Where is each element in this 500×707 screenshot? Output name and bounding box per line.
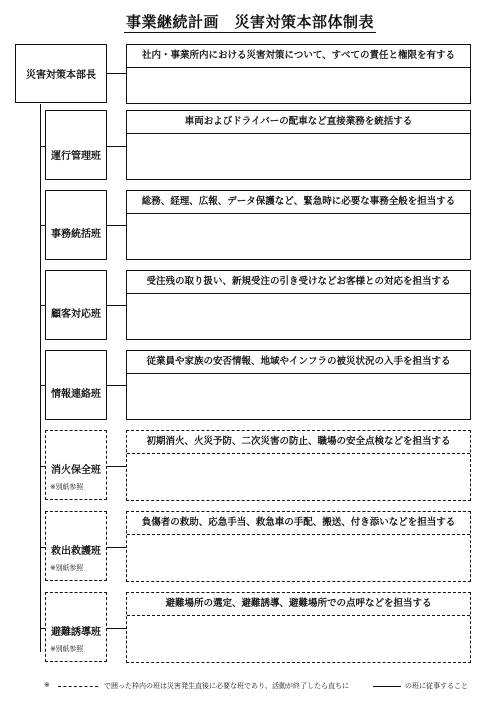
team-box	[45, 350, 107, 420]
team-duty-box-dashed	[126, 430, 471, 501]
team-duty-text: 総務、経理、広報、データ保護など、緊急時に必要な事務全般を担当する	[127, 191, 470, 214]
team-box-dashed	[45, 430, 107, 500]
team-connector	[107, 305, 126, 306]
team-connector	[107, 547, 126, 548]
page-title: 事業継続計画 災害対策本部体制表	[125, 13, 374, 31]
team-duty-text: 初期消火、火災予防、二次災害の防止、職場の安全点検などを担当する	[127, 431, 470, 454]
head-connector	[107, 73, 126, 74]
head-name: 災害対策本部長	[26, 70, 96, 81]
team-note: ※別紙参照	[50, 645, 83, 653]
team-duty-box	[126, 350, 471, 420]
team-duty-text: 負傷者の救助、応急手当、救急車の手配、搬送、付き添いなどを担当する	[127, 512, 470, 535]
team-note: ※別紙参照	[50, 564, 83, 572]
team-name: 避難誘導班	[51, 627, 101, 638]
team-duty-box	[126, 110, 471, 180]
team-connector	[107, 146, 126, 147]
team-name: 救出救護班	[51, 546, 101, 557]
head-duty-text: 社内・事業所内における災害対策について、すべての責任と権限を有する	[127, 45, 470, 68]
team-name: 顧客対応班	[51, 309, 101, 320]
team-connector	[107, 628, 126, 629]
team-name: 運行管理班	[51, 151, 101, 162]
team-duty-text: 避難場所の選定、避難誘導、避難場所での点呼などを担当する	[127, 593, 470, 616]
team-box-dashed	[45, 511, 107, 581]
head-box	[15, 44, 107, 103]
team-name: 情報連絡班	[51, 389, 101, 400]
team-connector	[107, 225, 126, 226]
team-duty-text: 受注残の取り扱い、新規受注の引き受けなどお客様との対応を担当する	[127, 271, 470, 294]
team-duty-box	[126, 270, 471, 340]
team-duty-text: 従業員や家族の安否情報、地域やインフラの被災状況の入手を担当する	[127, 351, 470, 374]
team-name: 消火保全班	[51, 465, 101, 476]
footer-mark: ※	[44, 681, 50, 689]
team-duty-box	[126, 190, 471, 260]
team-box-dashed	[45, 592, 107, 662]
team-name: 事務統括班	[51, 229, 101, 240]
team-box	[45, 110, 107, 180]
footer-note	[0, 681, 500, 693]
team-duty-text: 車両およびドライバーの配車など直接業務を統括する	[127, 111, 470, 134]
team-duty-box-dashed	[126, 511, 471, 582]
footer-text-2: の班に従事すること	[405, 682, 468, 690]
solid-line-legend	[373, 686, 401, 687]
team-duty-box-dashed	[126, 592, 471, 663]
dashed-line-legend	[58, 686, 98, 687]
footer-text-1: で囲った枠内の班は災害発生直後に必要な班であり、活動が終了したら直ちに	[104, 682, 349, 690]
team-connector	[107, 385, 126, 386]
team-box	[45, 270, 107, 340]
team-note: ※別紙参照	[50, 483, 83, 491]
team-box	[45, 190, 107, 260]
head-duty-box	[126, 44, 471, 104]
team-connector	[107, 466, 126, 467]
org-trunk-line	[40, 104, 41, 652]
